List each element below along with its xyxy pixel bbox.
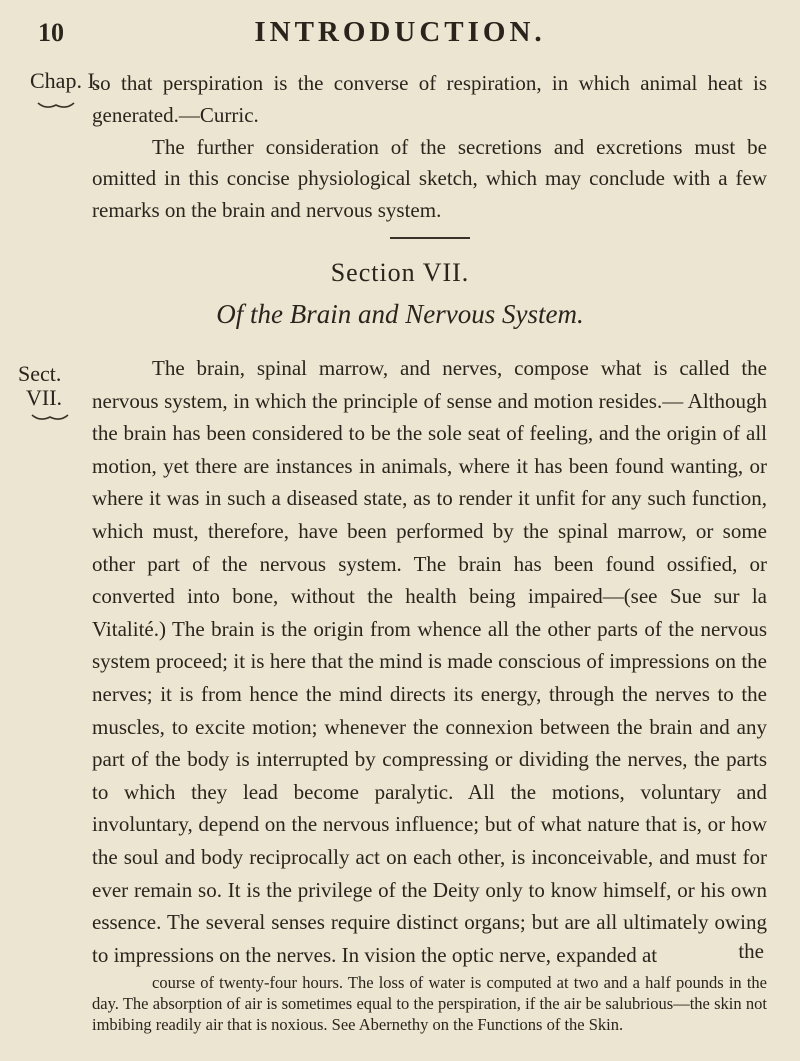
main-paragraph: The brain, spinal marrow, and nerves, compose what is called the nervous system, in which the principle of sense and motion resides.— Although the brain has been considered to be the sole seat of feeling, and the origin of all motion, yet there are instances in animals, where it has been found wanting, or where it was in such a diseased state, as to render it unfit for any such function, which must, therefore, have been performed by the spinal marrow, or some other part of the nervous system. The brain has been found ossified, or converted into bone, without the health being impaired—(see Sue sur la Vitalité.) The brain is the origin from whence all the other parts of the nervous system proceed; it is here that the mind is made conscious of impressions on the nerves; it is from hence the mind directs its energy, through the nerves to the muscles, to excite motion; whenever the connexion between the brain and any part of the body is interrupted by compressing or dividing the nerves, the parts to which they lead become paralytic. All the motions, voluntary and involuntary, depend on the nervous influence; but of what nature that is, or how the soul and body reciprocally act on each other, is inconceivable, and must for ever remain so. It is the privilege of the Deity only to know himself, or his own essence. The several senses require distinct organs; but are all ultimately owing to impressions on the nerves. In vision the optic nerve, expanded at — [92, 356, 767, 967]
catchword: the — [738, 939, 764, 963]
margin-section-label: Sect. — [18, 361, 62, 386]
footnote: course of twenty-four hours. The loss of water is computed at two and a half pounds in the day. The absorption of air is sometimes equal to the perspiration, if the air be salubrious—the skin not imbibing readily air that is noxious. See Abernethy on the Functions of the Skin. — [92, 973, 767, 1034]
margin-section-number: VII. — [26, 385, 63, 410]
section-heading: Section VII. — [330, 258, 470, 287]
running-title: INTRODUCTION. — [254, 16, 546, 48]
brace-icon — [30, 408, 70, 426]
margin-chapter-note: Chap. I. — [30, 68, 101, 93]
intro-paragraph: so that perspiration is the converse of respiration, in which animal heat is generated.—Curric. The further consideration of the secretions and excretions must be omitted in this concise physiological sketch, which may conclude with a few remarks on the brain and nervous system. — [92, 68, 767, 227]
transition-paragraph: The further consideration of the secretions and excretions must be omitted in this concise physiological sketch, which may conclude with a few remarks on the brain and nervous system. — [92, 134, 767, 223]
brace-icon — [36, 96, 76, 114]
section-divider — [390, 237, 470, 239]
section-subtitle: Of the Brain and Nervous System. — [216, 299, 584, 329]
running-head — [0, 14, 800, 54]
page-number: 10 — [38, 18, 64, 47]
margin-section-note — [18, 362, 62, 410]
